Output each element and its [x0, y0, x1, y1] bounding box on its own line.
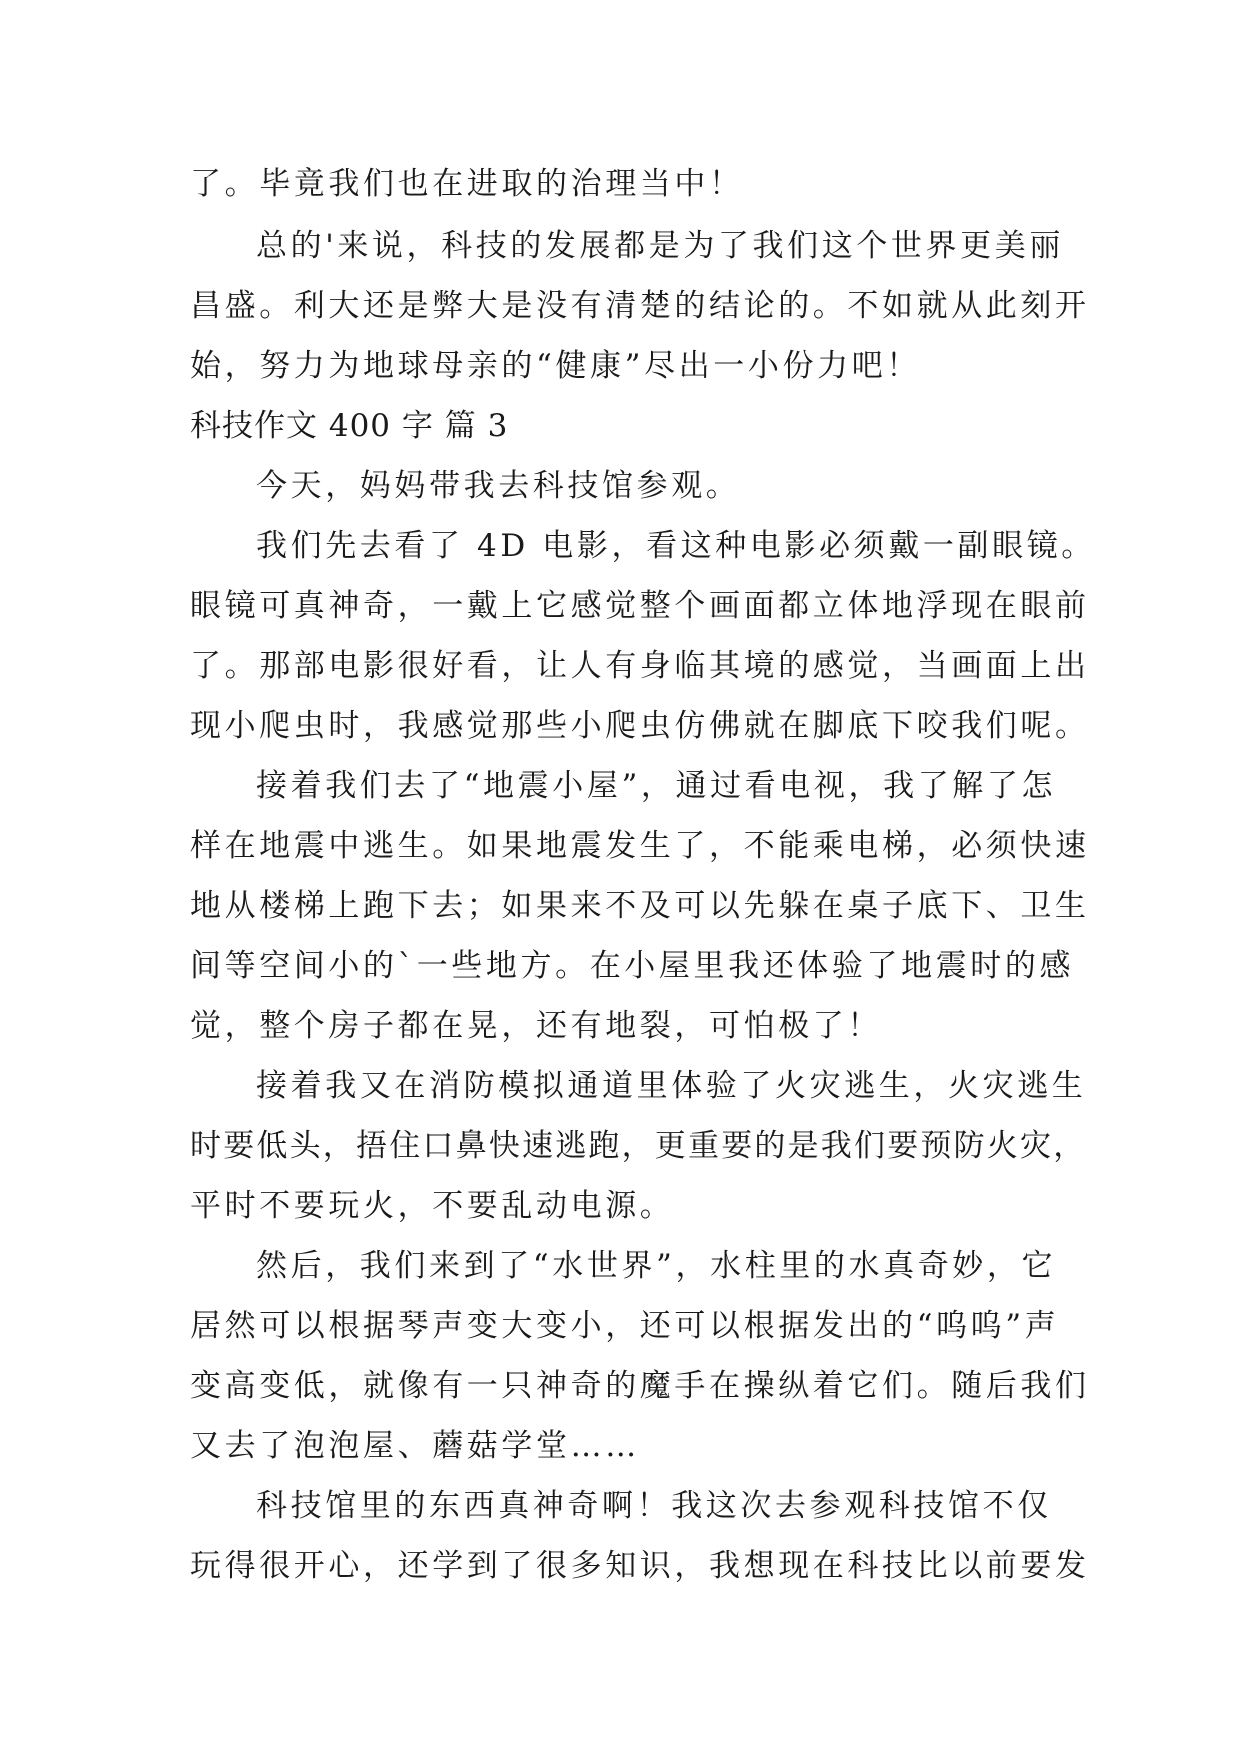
text-line-21: 变高变低，就像有一只神奇的魔手在操纵着它们。随后我们	[190, 1368, 1090, 1404]
text-line-9: 了。那部电影很好看，让人有身临其境的感觉，当画面上出	[190, 648, 1090, 684]
text-line-18: 平时不要玩火，不要乱动电源。	[190, 1188, 675, 1224]
text-line-13: 地从楼梯上跑下去；如果来不及可以先躲在桌子底下、卫生	[190, 888, 1090, 924]
text-line-20: 居然可以根据琴声变大变小，还可以根据发出的“呜呜”声	[190, 1308, 1060, 1344]
text-line-15: 觉，整个房子都在晃，还有地裂，可怕极了！	[190, 1008, 882, 1044]
text-line-24: 玩得很开心，还学到了很多知识，我想现在科技比以前要发	[190, 1548, 1090, 1584]
text-line-2: 总的'来说，科技的发展都是为了我们这个世界更美丽	[256, 228, 1064, 264]
text-line-22: 又去了泡泡屋、蘑菇学堂……	[190, 1428, 640, 1464]
text-line-7: 我们先去看了 4D 电影，看这种电影必须戴一副眼镜。	[256, 528, 1096, 564]
text-line-3: 昌盛。利大还是弊大是没有清楚的结论的。不如就从此刻开	[190, 288, 1090, 324]
text-line-23: 科技馆里的东西真神奇啊！我这次去参观科技馆不仅	[256, 1488, 1052, 1524]
text-line-10: 现小爬虫时，我感觉那些小爬虫仿佛就在脚底下咬我们呢。	[190, 708, 1090, 744]
text-line-19: 然后，我们来到了“水世界”，水柱里的水真奇妙，它	[256, 1248, 1057, 1284]
text-line-12: 样在地震中逃生。如果地震发生了，不能乘电梯，必须快速	[190, 828, 1090, 864]
text-line-8: 眼镜可真神奇，一戴上它感觉整个画面都立体地浮现在眼前	[190, 588, 1090, 624]
text-line-6: 今天，妈妈带我去科技馆参观。	[256, 468, 741, 504]
text-line-17: 时要低头，捂住口鼻快速逃跑，更重要的是我们要预防火灾，	[190, 1128, 1087, 1164]
text-line-16: 接着我又在消防模拟通道里体验了火灾逃生，火灾逃生	[256, 1068, 1087, 1104]
section-heading: 科技作文 400 字 篇 3	[190, 408, 509, 444]
text-line-4: 始，努力为地球母亲的“健康”尽出一小份力吧！	[190, 348, 921, 384]
text-line-14: 间等空间小的`一些地方。在小屋里我还体验了地震时的感	[190, 948, 1075, 984]
text-line-11: 接着我们去了“地震小屋”，通过看电视，我了解了怎	[256, 768, 1057, 804]
text-line-1: 了。毕竟我们也在进取的治理当中！	[190, 166, 744, 202]
